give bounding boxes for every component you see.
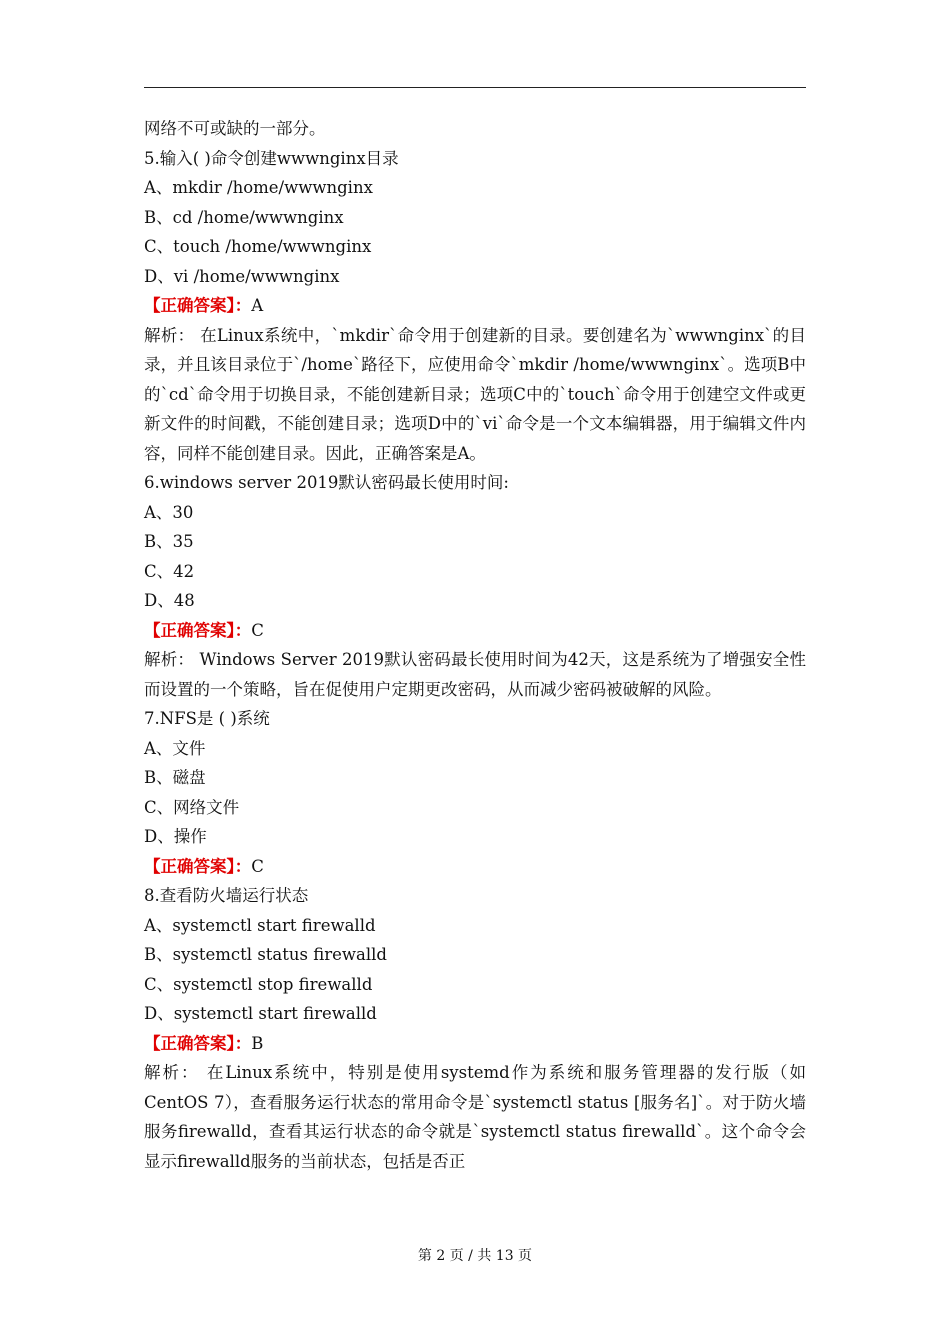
question-5 xyxy=(144,144,806,469)
document-body xyxy=(144,114,806,1176)
option-d: D、操作 xyxy=(144,827,207,846)
question-stem: 5.输入( )命令创建wwwnginx目录 xyxy=(144,148,399,168)
answer-label: 【正确答案】： xyxy=(144,620,252,640)
option-a: A、systemctl start firewalld xyxy=(144,915,376,935)
option-c: C、网络文件 xyxy=(144,797,240,817)
analysis-text: 解析： 在Linux系统中，特别是使用systemd作为系统和服务管理器的发行版（如CentOS 7），查看服务运行状态的常用命令是`systemctl status [服务名]`。对于防火墙服务firewalld，查看其运行状态的命令就是`systemctl status firewalld`。这个命令会显示firewalld服务的当前状态，包括是否正 xyxy=(144,1063,806,1171)
continuation-text: 网络不可或缺的一部分。 xyxy=(144,119,326,138)
page-footer: 第 2 页 / 共 13 页 xyxy=(417,1248,533,1264)
option-b: B、cd /home/wwwnginx xyxy=(144,207,344,227)
option-d: D、vi /home/wwwnginx xyxy=(144,266,340,286)
question-6 xyxy=(144,468,806,704)
answer-label: 【正确答案】： xyxy=(144,1033,252,1053)
answer-label: 【正确答案】： xyxy=(144,856,252,876)
answer-line xyxy=(144,1029,806,1059)
option-b: B、systemctl status firewalld xyxy=(144,945,387,964)
option-d: D、48 xyxy=(144,591,195,610)
question-7 xyxy=(144,704,806,881)
option-a: A、mkdir /home/wwwnginx xyxy=(144,178,373,197)
answer-line xyxy=(144,291,806,321)
analysis-text: 解析： Windows Server 2019默认密码最长使用时间为42天，这是系统为了增强安全性而设置的一个策略，旨在促使用户定期更改密码，从而减少密码被破解的风险。 xyxy=(144,650,806,699)
option-c: C、systemctl stop firewalld xyxy=(144,974,373,994)
answer-line xyxy=(144,616,806,646)
question-stem: 8.查看防火墙运行状态 xyxy=(144,886,309,905)
answer-value: B xyxy=(251,1033,264,1053)
option-a: A、文件 xyxy=(144,738,206,758)
question-stem: 7.NFS是 ( )系统 xyxy=(144,709,270,728)
answer-value: A xyxy=(251,296,264,315)
option-b: B、磁盘 xyxy=(144,768,206,787)
question-stem: 6.windows server 2019默认密码最长使用时间: xyxy=(144,473,509,492)
option-b: B、35 xyxy=(144,532,194,551)
option-c: C、42 xyxy=(144,561,195,581)
option-d: D、systemctl start firewalld xyxy=(144,1004,377,1023)
question-8 xyxy=(144,881,806,1176)
option-a: A、30 xyxy=(144,502,194,522)
answer-value: C xyxy=(251,620,264,640)
header-rule xyxy=(144,87,806,88)
answer-value: C xyxy=(251,856,264,876)
answer-label: 【正确答案】： xyxy=(144,296,252,315)
answer-line xyxy=(144,852,806,882)
analysis-text: 解析： 在Linux系统中，`mkdir`命令用于创建新的目录。要创建名为`wwwnginx`的目录，并且该目录位于`/home`路径下，应使用命令`mkdir /home/wwwnginx`。选项B中的`cd`命令用于切换目录，不能创建新目录；选项C中的`touch`命令用于创建空文件或更新文件的时间戳，不能创建目录；选项D中的`vi`命令是一个文本编辑器，用于编辑文件内容，同样不能创建目录。因此，正确答案是A。 xyxy=(144,325,806,463)
option-c: C、touch /home/wwwnginx xyxy=(144,237,372,256)
